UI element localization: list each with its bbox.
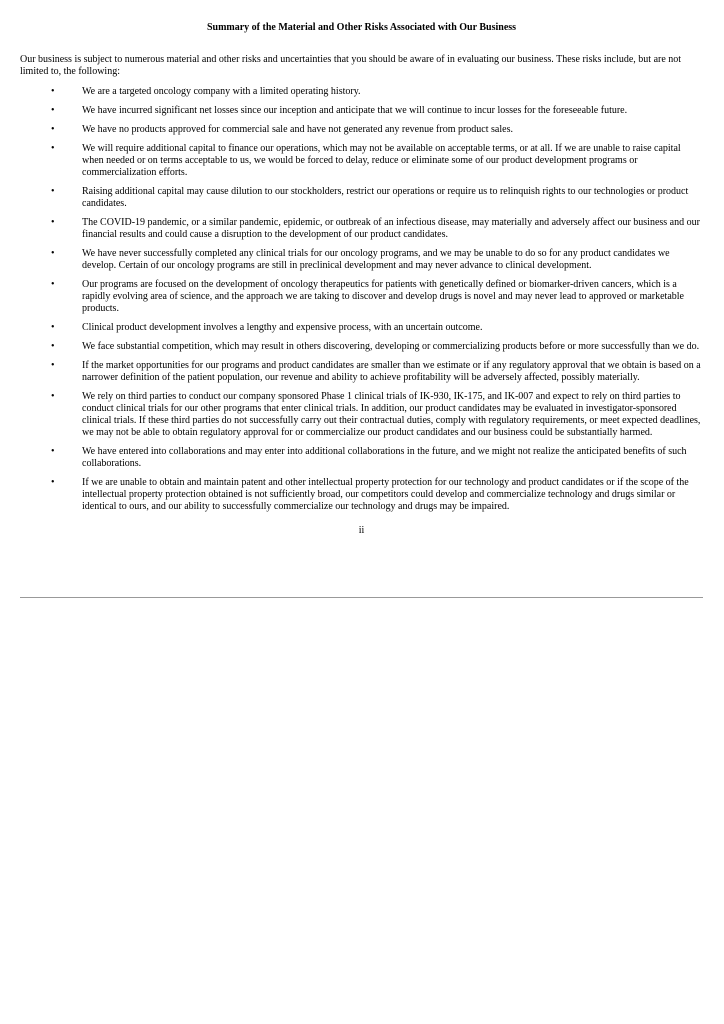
intro-paragraph: Our business is subject to numerous material and other risks and uncertainties that you should be aware of in evaluating our business. These risks include, but are not limited to, the following: [20, 54, 682, 77]
bullet-icon: • [51, 322, 55, 333]
risk-text: We face substantial competition, which may result in others discovering, developing or commercializing products before or more successfully than we do. [82, 341, 700, 352]
list-item [20, 217, 703, 241]
list-item [20, 186, 703, 210]
list-item [20, 279, 703, 315]
risk-list [20, 86, 703, 513]
page-number: ii [358, 525, 365, 536]
list-item [20, 248, 703, 272]
risk-text: Our programs are focused on the development of oncology therapeutics for patients with genetically defined or biomarker-driven cancers, which is a rapidly evolving area of science, and the approach we are taking to discover and develop drugs is novel and may never lead to approved or marketable products. [82, 279, 684, 314]
risk-text: Raising additional capital may cause dilution to our stockholders, restrict our operations or require us to relinquish rights to our technologies or product candidates. [82, 186, 689, 209]
list-item [20, 86, 703, 98]
bullet-icon: • [51, 105, 55, 116]
risk-text: We rely on third parties to conduct our company sponsored Phase 1 clinical trials of IK-930, IK-175, and IK-007 and expect to rely on third parties to conduct clinical trials for our other programs that enter clinical trials. In addition, our product candidates may be evaluated in investigator-sponsored clinical trials. If these third parties do not successfully carry out their contractual duties, comply with regulatory requirements, or meet expected deadlines, we may not be able to obtain regulatory approval for or commercialize our product candidates and our business could be substantially harmed. [82, 391, 701, 438]
bullet-icon: • [51, 124, 55, 135]
document-page [20, 21, 703, 537]
bullet-icon: • [51, 360, 55, 371]
risk-text: If the market opportunities for our programs and product candidates are smaller than we estimate or if any regulatory approval that we obtain is based on a narrower definition of the patient population, our revenue and ability to achieve profitability will be adversely affected, possibly materially. [82, 360, 701, 383]
list-item [20, 477, 703, 513]
bullet-icon: • [51, 143, 55, 154]
bullet-icon: • [51, 248, 55, 259]
risk-text: We have no products approved for commercial sale and have not generated any revenue from product sales. [82, 124, 513, 135]
bullet-icon: • [51, 86, 55, 97]
bullet-icon: • [51, 186, 55, 197]
list-item [20, 322, 703, 334]
risk-text: We have never successfully completed any clinical trials for our oncology programs, and we may be unable to do so for any product candidates we develop. Certain of our oncology programs are still in preclinical development and may never advance to clinical development. [82, 248, 670, 271]
list-item [20, 105, 703, 117]
list-item [20, 446, 703, 470]
risk-text: We will require additional capital to finance our operations, which may not be available on acceptable terms, or at all. If we are unable to raise capital when needed or on terms acceptable to us, we would be forced to delay, reduce or eliminate some of our product development programs or commercialization efforts. [82, 143, 681, 178]
risk-text: We have incurred significant net losses since our inception and anticipate that we will continue to incur losses for the foreseeable future. [82, 105, 628, 116]
page-title: Summary of the Material and Other Risks Associated with Our Business [206, 22, 517, 33]
risk-text: We are a targeted oncology company with a limited operating history. [82, 86, 361, 97]
risk-text: If we are unable to obtain and maintain patent and other intellectual property protection for our technology and product candidates or if the scope of the intellectual property protection obtained is not sufficiently broad, our competitors could develop and commercialize technology and drugs similar or identical to ours, and our ability to successfully commercialize our technology and drugs may be impaired. [82, 477, 689, 512]
list-item [20, 124, 703, 136]
risk-text: Clinical product development involves a lengthy and expensive process, with an uncertain outcome. [82, 322, 483, 333]
list-item [20, 360, 703, 384]
page-divider [20, 597, 703, 598]
bullet-icon: • [51, 279, 55, 290]
list-item [20, 143, 703, 179]
bullet-icon: • [51, 391, 55, 402]
bullet-icon: • [51, 341, 55, 352]
list-item [20, 341, 703, 353]
bullet-icon: • [51, 446, 55, 457]
list-item [20, 391, 703, 439]
risk-text: The COVID-19 pandemic, or a similar pandemic, epidemic, or outbreak of an infectious disease, may materially and adversely affect our business and our financial results and could cause a disruption to the development of our product candidates. [82, 217, 700, 240]
bullet-icon: • [51, 477, 55, 488]
bullet-icon: • [51, 217, 55, 228]
risk-text: We have entered into collaborations and may enter into additional collaborations in the future, and we might not realize the anticipated benefits of such collaborations. [82, 446, 687, 469]
